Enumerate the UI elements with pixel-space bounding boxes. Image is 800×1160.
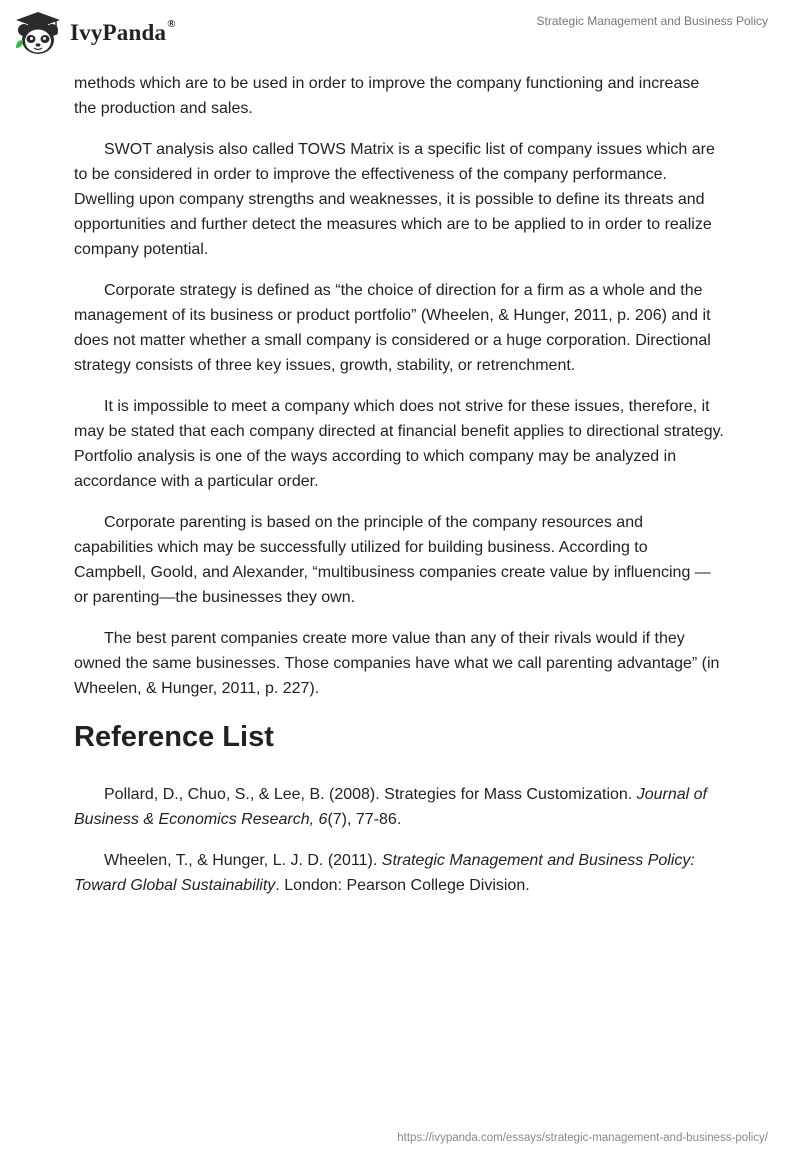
reference-entry: Pollard, D., Chuo, S., & Lee, B. (2008). Strategies for Mass Customization. Journal of Business & Economics Research, 6(7), 77-86.	[74, 786, 707, 828]
document-title: Strategic Management and Business Policy	[536, 14, 768, 28]
paragraph: SWOT analysis also called TOWS Matrix is a specific list of company issues which are to be considered in order to improve the effectiveness of the company performance. Dwelling upon company strengths and weaknesses, it is possible to define its threats and opportunities and further detect the measures which are to be applied to in order to realize company potential.	[74, 141, 715, 258]
ivypanda-logo[interactable]	[14, 10, 176, 56]
source-url-link[interactable]: https://ivypanda.com/essays/strategic-management-and-business-policy/	[397, 1132, 768, 1144]
paragraph: The best parent companies create more value than any of their rivals would if they owned the same businesses. Those companies have what we call parenting advantage” (in Wheelen, & Hunger, 2011, p. 227).	[74, 630, 720, 697]
paragraph: methods which are to be used in order to improve the company functioning and increase the production and sales.	[74, 75, 700, 117]
reference-list-heading: Reference List	[74, 721, 274, 753]
reference-entry: Wheelen, T., & Hunger, L. J. D. (2011). Strategic Management and Business Policy: Toward Global Sustainability. London: Pearson College Division.	[74, 852, 695, 894]
paragraph: It is impossible to meet a company which does not strive for these issues, therefore, it may be stated that each company directed at financial benefit applies to directional strategy. Portfolio analysis is one of the ways according to which company may be analyzed in accordance with a particular order.	[74, 398, 724, 490]
panda-logo-icon	[14, 10, 62, 56]
paragraph: Corporate strategy is defined as “the choice of direction for a firm as a whole and the management of its business or product portfolio” (Wheelen, & Hunger, 2011, p. 206) and it does not matter whether a small company is considered or a huge corporation. Directional strategy consists of three key issues, growth, stability, or retrenchment.	[74, 282, 711, 374]
page-header	[0, 0, 800, 60]
paragraph: Corporate parenting is based on the principle of the company resources and capabilities which may be successfully utilized for building business. According to Campbell, Goold, and Alexander, “multibusiness companies create value by influencing — or parenting—the businesses they own.	[74, 514, 711, 606]
brand-name: IvyPanda®	[70, 18, 176, 45]
essay-body	[74, 71, 724, 914]
